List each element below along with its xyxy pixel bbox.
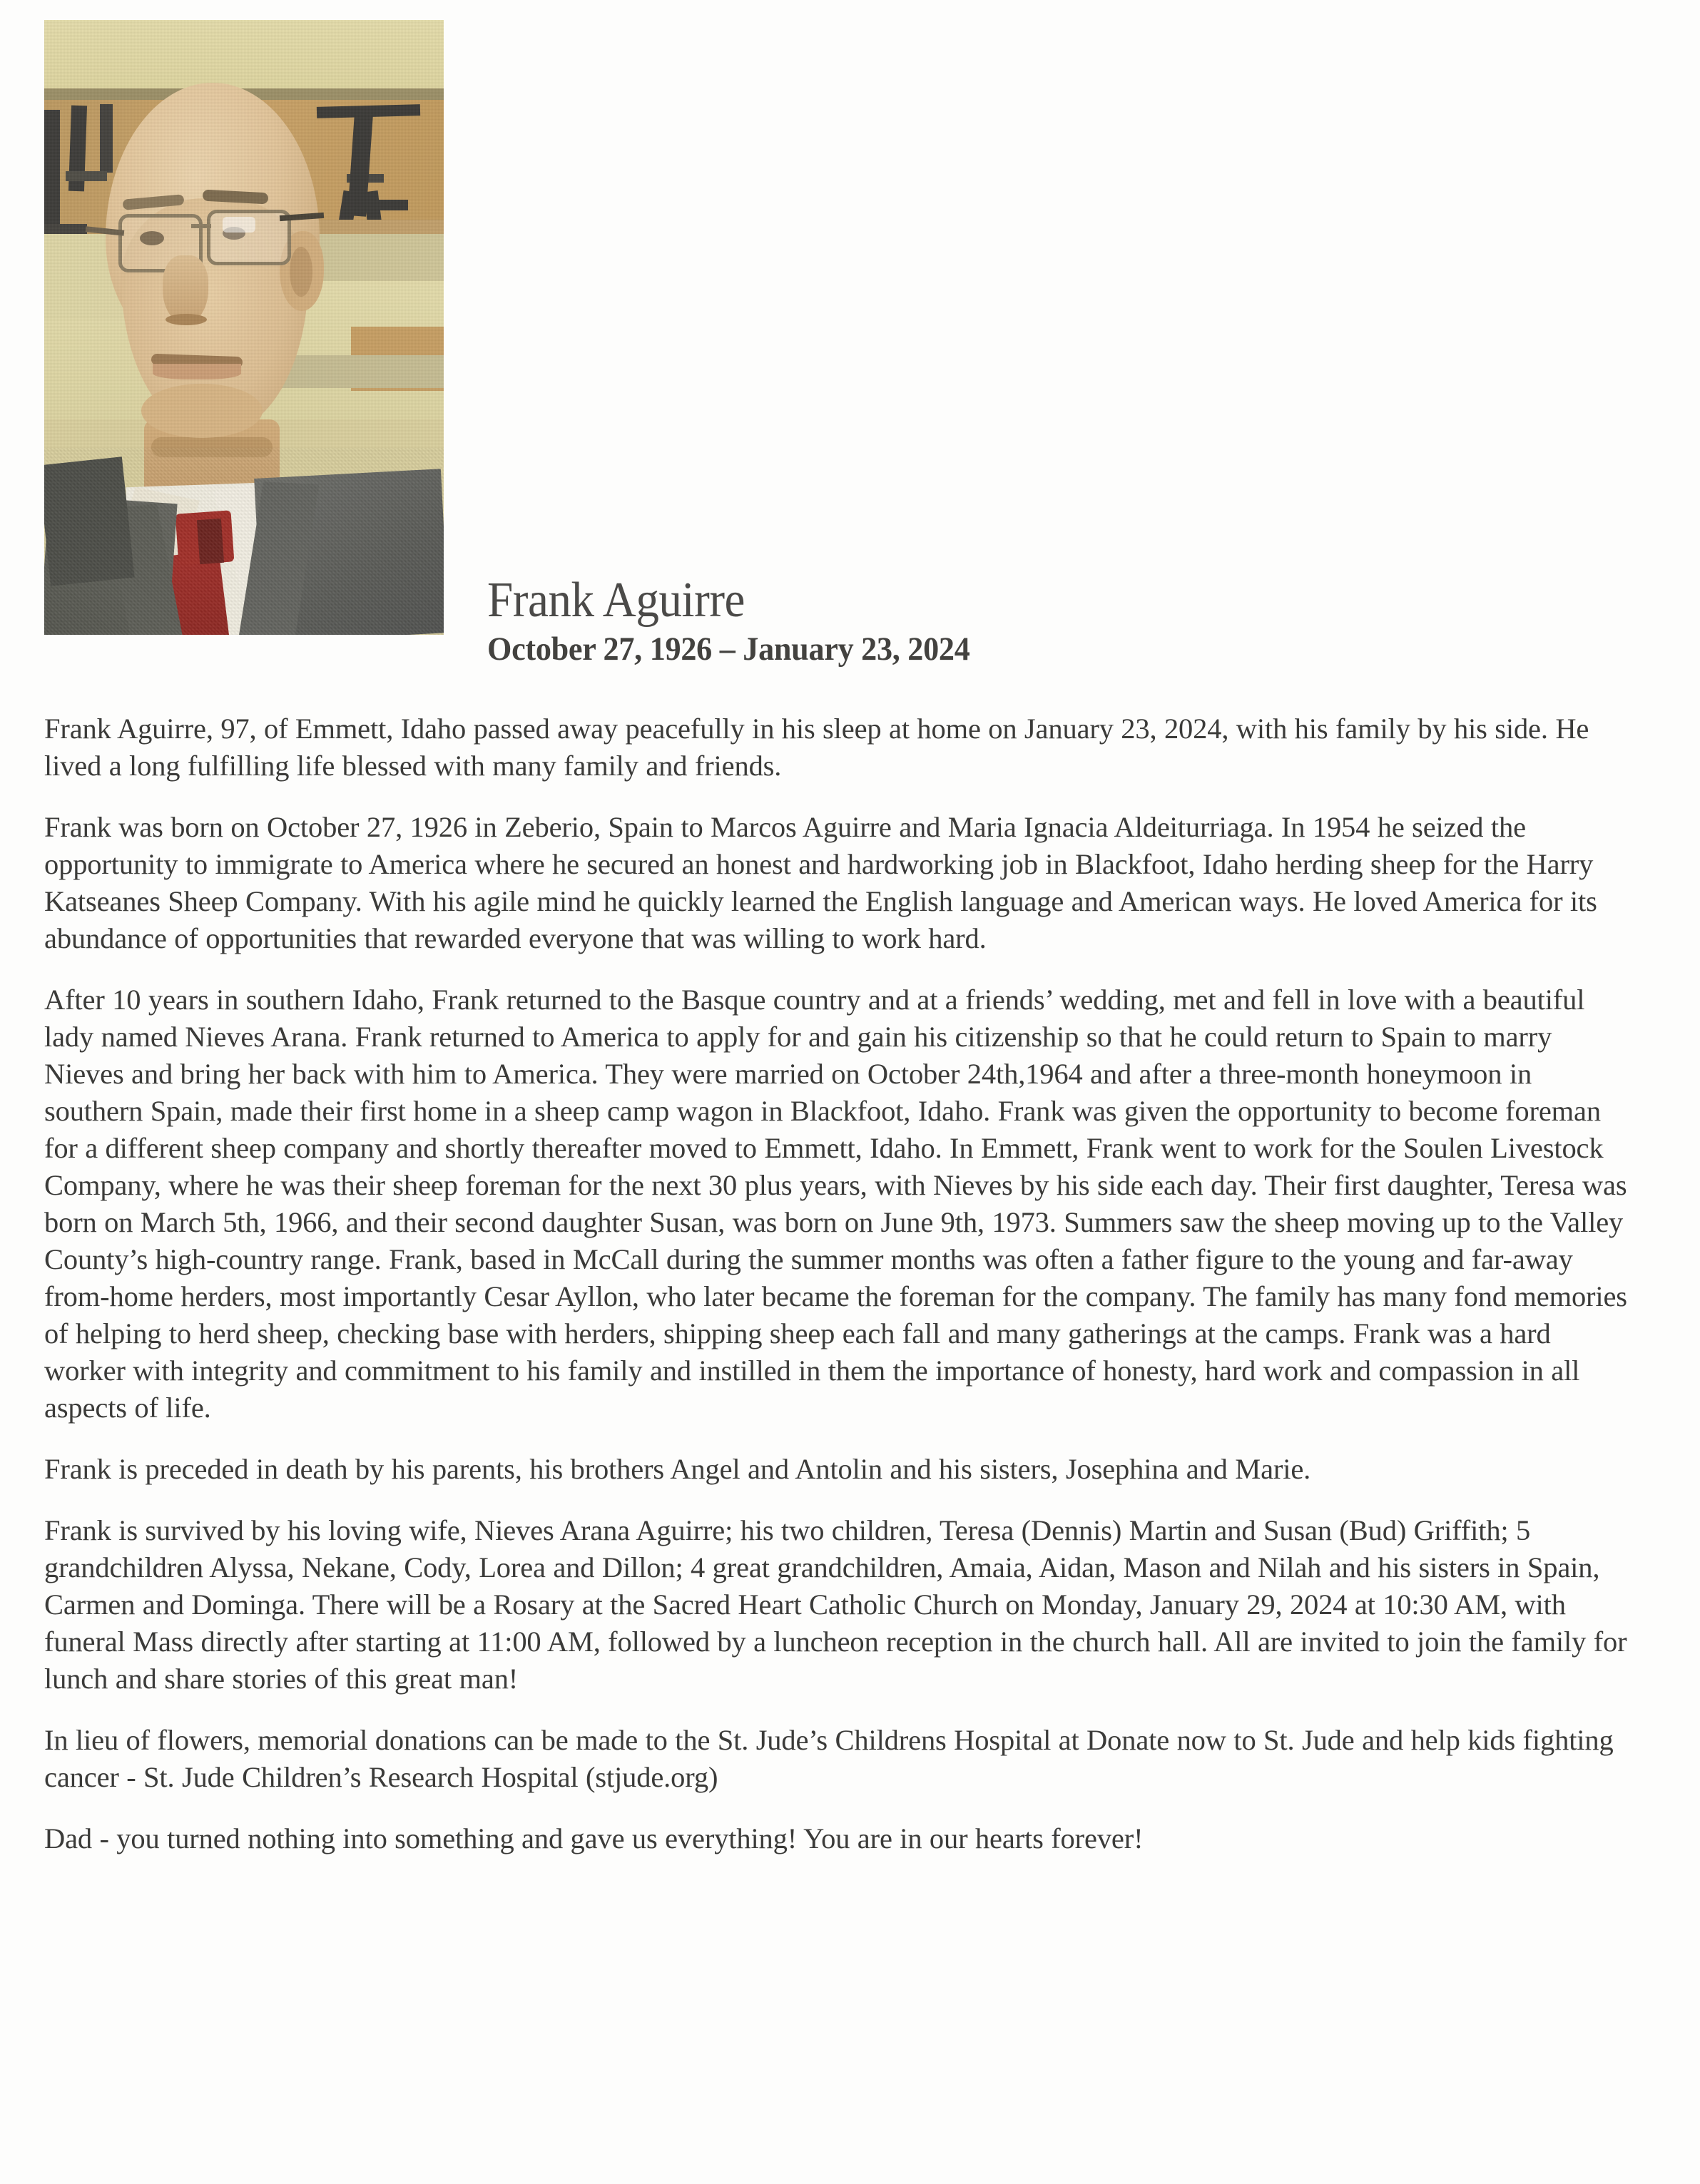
photo-background-bracket-nub xyxy=(378,200,408,210)
photo-background-upper-wall xyxy=(44,20,444,91)
photo-background-shape-left-c xyxy=(100,104,113,173)
photo-eyeglasses-glare xyxy=(223,217,255,233)
obituary-paragraph: Frank is survived by his loving wife, Nieves Arana Aguirre; his two children, Teresa (Dennis) Martin and Susan (Bud) Griffith; 5 grandchildren Alyssa, Nekane, Cody, Lorea and Dillon; 4 great grandchildren, Amaia, Aidan, Mason and Nilah and his sisters in Spain, Carmen and Dominga. There will be a Rosary at the Sacred Heart Catholic Church on Monday, January 29, 2024 at 10:30 AM, with funeral Mass directly after starting at 11:00 AM, followed by a luncheon reception in the church hall. All are invited to join the family for lunch and share stories of this great man! xyxy=(44,1514,1627,1695)
obituary-paragraph: Frank is preceded in death by his parents, his brothers Angel and Antolin and his sisters, Josephina and Marie. xyxy=(44,1453,1311,1485)
obituary-heading xyxy=(487,575,1486,669)
photo-ear-inner xyxy=(290,247,312,297)
life-dates: October 27, 1926 – January 23, 2024 xyxy=(487,631,970,668)
obituary-paragraph: After 10 years in southern Idaho, Frank returned to the Basque country and at a friends’ wedding, met and fell in love with a beautiful lady named Nieves Arana. Frank returned to America to apply for and gain his citizenship so that he could return to Spain to marry Nieves and bring her back with him to America. They were married on October 24th,1964 and after a three-month honeymoon in southern Spain, made their first home in a sheep camp wagon in Blackfoot, Idaho. Frank was given the opportunity to become foreman for a different sheep company and shortly thereafter moved to Emmett, Idaho. In Emmett, Frank went to work for the Soulen Livestock Company, where he was their sheep foreman for the next 30 plus years, with Nieves by his side each day. Their first daughter, Teresa was born on March 5th, 1966, and their second daughter Susan, was born on June 9th, 1973. Summers saw the sheep moving up to the Valley County’s high-country range. Frank, based in McCall during the summer months was often a father figure to the young and far-away from-home herders, most importantly Cesar Ayllon, who later became the foreman for the company. The family has many fond memories of helping to herd sheep, checking base with herders, shipping sheep each fall and many gatherings at the camps. Frank was a hard worker with integrity and commitment to his family and instilled in them the importance of honesty, hard work and compassion in all aspects of life. xyxy=(44,984,1627,1424)
photo-nostrils xyxy=(166,314,207,325)
photo-background-shape-left-a xyxy=(44,110,60,235)
obituary-paragraph: Frank was born on October 27, 1926 in Zeberio, Spain to Marcos Aguirre and Maria Ignacia Aldeiturriaga. In 1954 he seized the opportunity to immigrate to America where he secured an honest and hardworking job in Blackfoot, Idaho herding sheep for the Harry Katseanes Sheep Company. With his agile mind he quickly learned the English language and American ways. He loved America for its abundance of opportunities that rewarded everyone that was willing to work hard. xyxy=(44,811,1597,954)
obituary-body xyxy=(44,710,1637,1857)
obituary-paragraph: Dad - you turned nothing into something and gave us everything! You are in our hearts forever! xyxy=(44,1822,1144,1854)
photo-fabric-texture xyxy=(44,448,444,635)
obituary-paragraph: In lieu of flowers, memorial donations can be made to the St. Jude’s Childrens Hospital at Donate now to St. Jude and help kids fighting cancer - St. Jude Children’s Research Hospital (stjude.org) xyxy=(44,1724,1614,1793)
obituary-paragraph: Frank Aguirre, 97, of Emmett, Idaho passed away peacefully in his sleep at home on January 23, 2024, with his family by his side. He lived a long fulfilling life blessed with many family and friends. xyxy=(44,713,1589,782)
photo-eyeglasses-bridge xyxy=(191,224,211,228)
deceased-name: Frank Aguirre xyxy=(487,573,745,628)
portrait-photo xyxy=(44,20,444,635)
photo-lower-lip xyxy=(153,364,241,379)
photo-chin xyxy=(141,384,263,438)
photo-background-shape-left-e xyxy=(66,171,107,181)
